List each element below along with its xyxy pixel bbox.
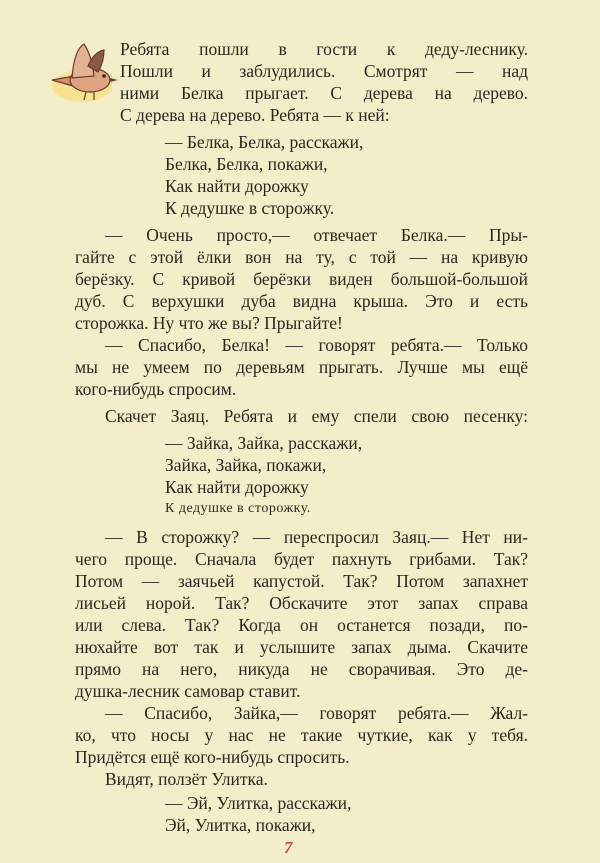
- text-line: душка-лесник самовар ставит.: [75, 681, 301, 701]
- text-line: ними Белка прыгает. С дерева на дерево.: [120, 83, 528, 103]
- text-line: мы не умеем по деревьям прыгать. Лучше мы ещё: [75, 357, 528, 377]
- verse-line: — Эй, Улитка, расскажи,: [165, 793, 352, 813]
- text-line: или слева. Так? Когда он останется позади, по-: [75, 615, 528, 635]
- bird-icon: [44, 38, 120, 106]
- text-line: — Очень просто,— отвечает Белка.— Пры-: [105, 225, 528, 245]
- text-line: — Спасибо, Белка! — говорят ребята.— Только: [105, 335, 528, 355]
- text-line: сторожка. Ну что же вы? Прыгайте!: [75, 313, 343, 333]
- verse-line: — Белка, Белка, расскажи,: [165, 132, 364, 152]
- verse-line: К дедушке в сторожку.: [165, 198, 335, 218]
- text-line: Видят, ползёт Улитка.: [105, 769, 268, 789]
- text-line: дуб. С верхушки дуба видна крыша. Это и есть: [75, 291, 528, 311]
- text-line: С дерева на дерево. Ребята — к ней:: [120, 105, 390, 125]
- text-line: прямо на него, никуда не сворачивая. Это де-: [75, 659, 528, 679]
- text-line: берёзку. С кривой берёзки виден большой-большой: [75, 269, 528, 289]
- text-line: — Спасибо, Зайка,— говорят ребята.— Жал-: [105, 703, 528, 723]
- text-line: Ребята пошли в гости к деду-леснику.: [120, 39, 528, 59]
- text-line: Придётся ещё кого-нибудь спросить.: [75, 747, 350, 767]
- verse-line: Как найти дорожку: [165, 477, 309, 497]
- verse-line: Белка, Белка, покажи,: [165, 154, 328, 174]
- text-line: гайте с этой ёлки вон на ту, с той — на кривую: [75, 247, 528, 267]
- verse-line: Эй, Улитка, покажи,: [165, 815, 316, 835]
- text-line: Пошли и заблудились. Смотрят — над: [120, 61, 528, 81]
- verse-line: — Зайка, Зайка, расскажи,: [165, 433, 363, 453]
- text-line: Скачет Заяц. Ребята и ему спели свою песенку:: [105, 406, 528, 426]
- text-line: нюхайте вот так и услышите запах дыма. Скачите: [75, 637, 528, 657]
- text-line: ко, что носы у нас не такие чуткие, как у тебя.: [75, 725, 528, 745]
- verse-line: Как найти дорожку: [165, 176, 309, 196]
- page-number: 7: [284, 838, 293, 857]
- text-line: чего проще. Сначала будет пахнуть грибами. Так?: [75, 549, 528, 569]
- verse-line: К дедушке в сторожку.: [165, 501, 311, 516]
- text-line: Потом — заячьей капустой. Так? Потом запахнет: [75, 571, 528, 591]
- verse-line: Зайка, Зайка, покажи,: [165, 455, 327, 475]
- text-line: — В сторожку? — переспросил Заяц.— Нет ни-: [105, 527, 528, 547]
- text-line: кого-нибудь спросим.: [75, 379, 237, 399]
- text-line: лисьей норой. Так? Обскачите этот запах справа: [75, 593, 528, 613]
